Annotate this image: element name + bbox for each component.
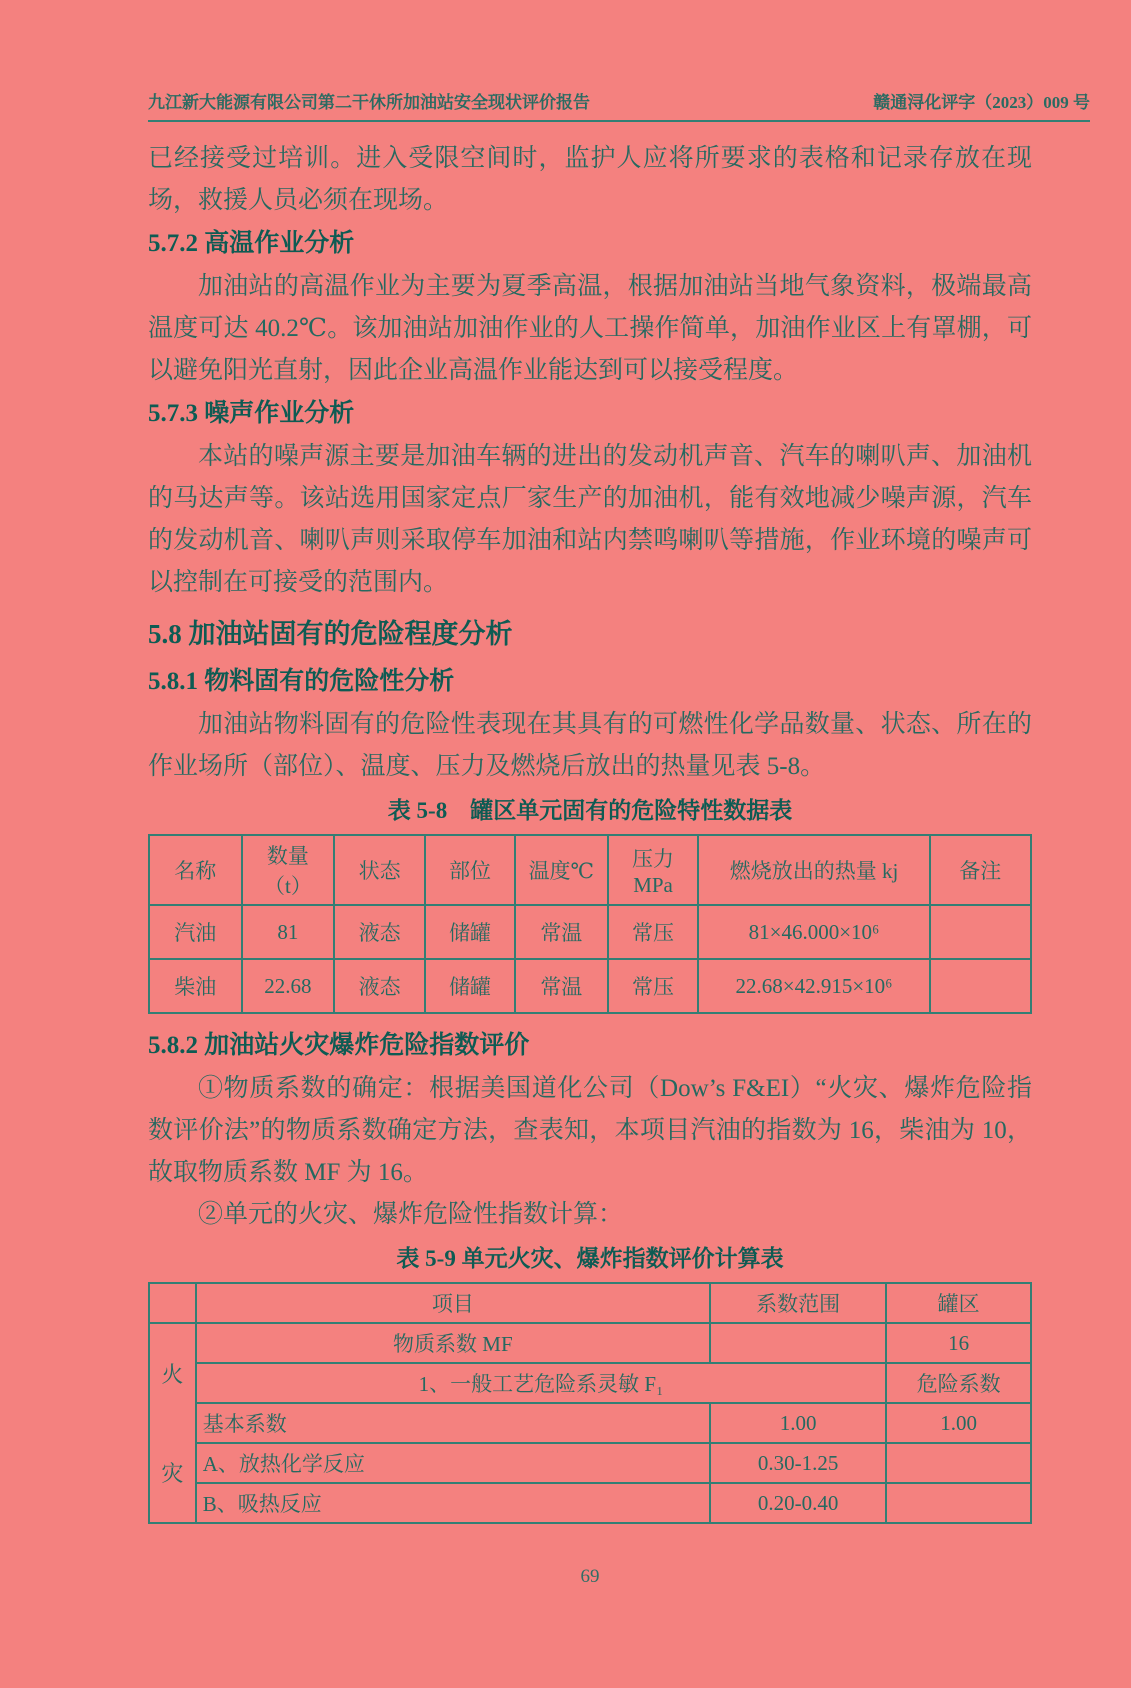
- paragraph-high-temperature-analysis: 加油站的高温作业为主要为夏季高温，根据加油站当地气象资料，极端最高温度可达 40.2℃。该加油站加油作业的人工操作简单，加油作业区上有罩棚，可以避免阳光直射，因此企业高温作业能达到可以接受程度。: [148, 273, 1032, 384]
- heading-5-7-2: 5.7.2 高温作业分析: [148, 230, 355, 257]
- table-5-9-caption: 表 5-9 单元火灾、爆炸指数评价计算表: [396, 1246, 784, 1271]
- cell-remark: [930, 959, 1031, 1013]
- paragraph-material-hazard: 加油站物料固有的危险性表现在其具有的可燃性化学品数量、状态、所在的作业场所（部位）、温度、压力及燃烧后放出的热量见表 5-8。: [148, 711, 1032, 780]
- cell-range: 1.00: [710, 1403, 886, 1443]
- table-5-8-tank-hazard-data: [148, 834, 1032, 1014]
- cell-quantity: 22.68: [242, 959, 335, 1013]
- cell-location: 储罐: [425, 905, 515, 959]
- column-header-coefficient-range: 系数范围: [710, 1283, 886, 1323]
- cell-range: [710, 1323, 886, 1363]
- header-report-title: 九江新大能源有限公司第二干休所加油站安全现状评价报告: [148, 93, 590, 112]
- column-header-tank-area: 罐区: [886, 1283, 1031, 1323]
- heading-5-7-3: 5.7.3 噪声作业分析: [148, 400, 355, 427]
- cell-heat: 22.68×42.915×10⁶: [698, 959, 929, 1013]
- cell-location: 储罐: [425, 959, 515, 1013]
- cell-temperature: 常温: [515, 959, 608, 1013]
- cell-item: 1、一般工艺危险系灵敏 F₁: [196, 1363, 887, 1403]
- cell-quantity: 81: [242, 905, 335, 959]
- column-header-quantity: 数量（t）: [242, 835, 335, 905]
- paragraph-material-factor: ①物质系数的确定：根据美国道化公司（Dow’s F&EI）“火灾、爆炸危险指数评价法”的物质系数确定方法，查表知，本项目汽油的指数为 16，柴油为 10，故取物质系数 MF 为 16。: [148, 1075, 1032, 1186]
- table-row-material-factor: [149, 1323, 1031, 1363]
- cell-value: 危险系数: [886, 1363, 1031, 1403]
- header-doc-number: 赣通浔化评字（2023）009 号: [873, 93, 1090, 112]
- cell-temperature: 常温: [515, 905, 608, 959]
- vertical-label-char: 火: [161, 1362, 184, 1387]
- table-row-gasoline: [149, 905, 1031, 959]
- cell-state: 液态: [334, 905, 425, 959]
- column-header-remark: 备注: [930, 835, 1031, 905]
- column-header-name: 名称: [149, 835, 242, 905]
- cell-value: 1.00: [886, 1403, 1031, 1443]
- cell-side-label-fire: [149, 1323, 196, 1523]
- column-header-item: 项目: [196, 1283, 710, 1323]
- cell-value: [886, 1483, 1031, 1523]
- cell-remark: [930, 905, 1031, 959]
- column-header-state: 状态: [334, 835, 425, 905]
- vertical-label-char: 灾: [161, 1461, 184, 1486]
- document-page: [0, 88, 1131, 1588]
- table-row-endothermic-reaction: [149, 1483, 1031, 1523]
- page-number: 69: [580, 1566, 600, 1587]
- table-row-base-factor: [149, 1403, 1031, 1443]
- heading-5-8-2: 5.8.2 加油站火灾爆炸危险指数评价: [148, 1032, 530, 1059]
- paragraph-noise-analysis: 本站的噪声源主要是加油车辆的进出的发动机声音、汽车的喇叭声、加油机的马达声等。该站选用国家定点厂家生产的加油机，能有效地减少噪声源，汽车的发动机音、喇叭声则采取停车加油和站内禁鸣喇叭等措施，作业环境的噪声可以控制在可接受的范围内。: [148, 443, 1032, 596]
- cell-value: [886, 1443, 1031, 1483]
- cell-item: 物质系数 MF: [196, 1323, 710, 1363]
- table-5-9-fire-explosion-index: [148, 1282, 1032, 1524]
- table-row-general-process-hazard: [149, 1363, 1031, 1403]
- table-row-diesel: [149, 959, 1031, 1013]
- cell-pressure: 常压: [608, 959, 699, 1013]
- cell-range: 0.30-1.25: [710, 1443, 886, 1483]
- cell-item: B、吸热反应: [196, 1483, 710, 1523]
- column-header-blank: [149, 1283, 196, 1323]
- paragraph-unit-index-calc: ②单元的火灾、爆炸危险性指数计算：: [198, 1201, 624, 1228]
- cell-item: A、放热化学反应: [196, 1443, 710, 1483]
- paragraph-confined-space-continuation: 已经接受过培训。进入受限空间时，监护人应将所要求的表格和记录存放在现场，救援人员必须在现场。: [148, 145, 1032, 214]
- column-header-pressure: 压力 MPa: [608, 835, 699, 905]
- table-row-exothermic-reaction: [149, 1443, 1031, 1483]
- table-5-8-header-row: [149, 835, 1031, 905]
- cell-name: 汽油: [149, 905, 242, 959]
- heading-5-8: 5.8 加油站固有的危险程度分析: [148, 619, 513, 649]
- table-5-9-header-row: [149, 1283, 1031, 1323]
- heading-5-8-1: 5.8.1 物料固有的危险性分析: [148, 668, 455, 695]
- page-header: [148, 88, 1090, 122]
- vertical-label-fire: [150, 1324, 195, 1522]
- cell-state: 液态: [334, 959, 425, 1013]
- cell-pressure: 常压: [608, 905, 699, 959]
- column-header-heat: 燃烧放出的热量 kj: [698, 835, 929, 905]
- column-header-location: 部位: [425, 835, 515, 905]
- cell-heat: 81×46.000×10⁶: [698, 905, 929, 959]
- table-5-8-caption: 表 5-8 罐区单元固有的危险特性数据表: [387, 798, 793, 823]
- cell-value: 16: [886, 1323, 1031, 1363]
- page-content: [148, 138, 1032, 1588]
- cell-name: 柴油: [149, 959, 242, 1013]
- column-header-temperature: 温度℃: [515, 835, 608, 905]
- cell-item: 基本系数: [196, 1403, 710, 1443]
- cell-range: 0.20-0.40: [710, 1483, 886, 1523]
